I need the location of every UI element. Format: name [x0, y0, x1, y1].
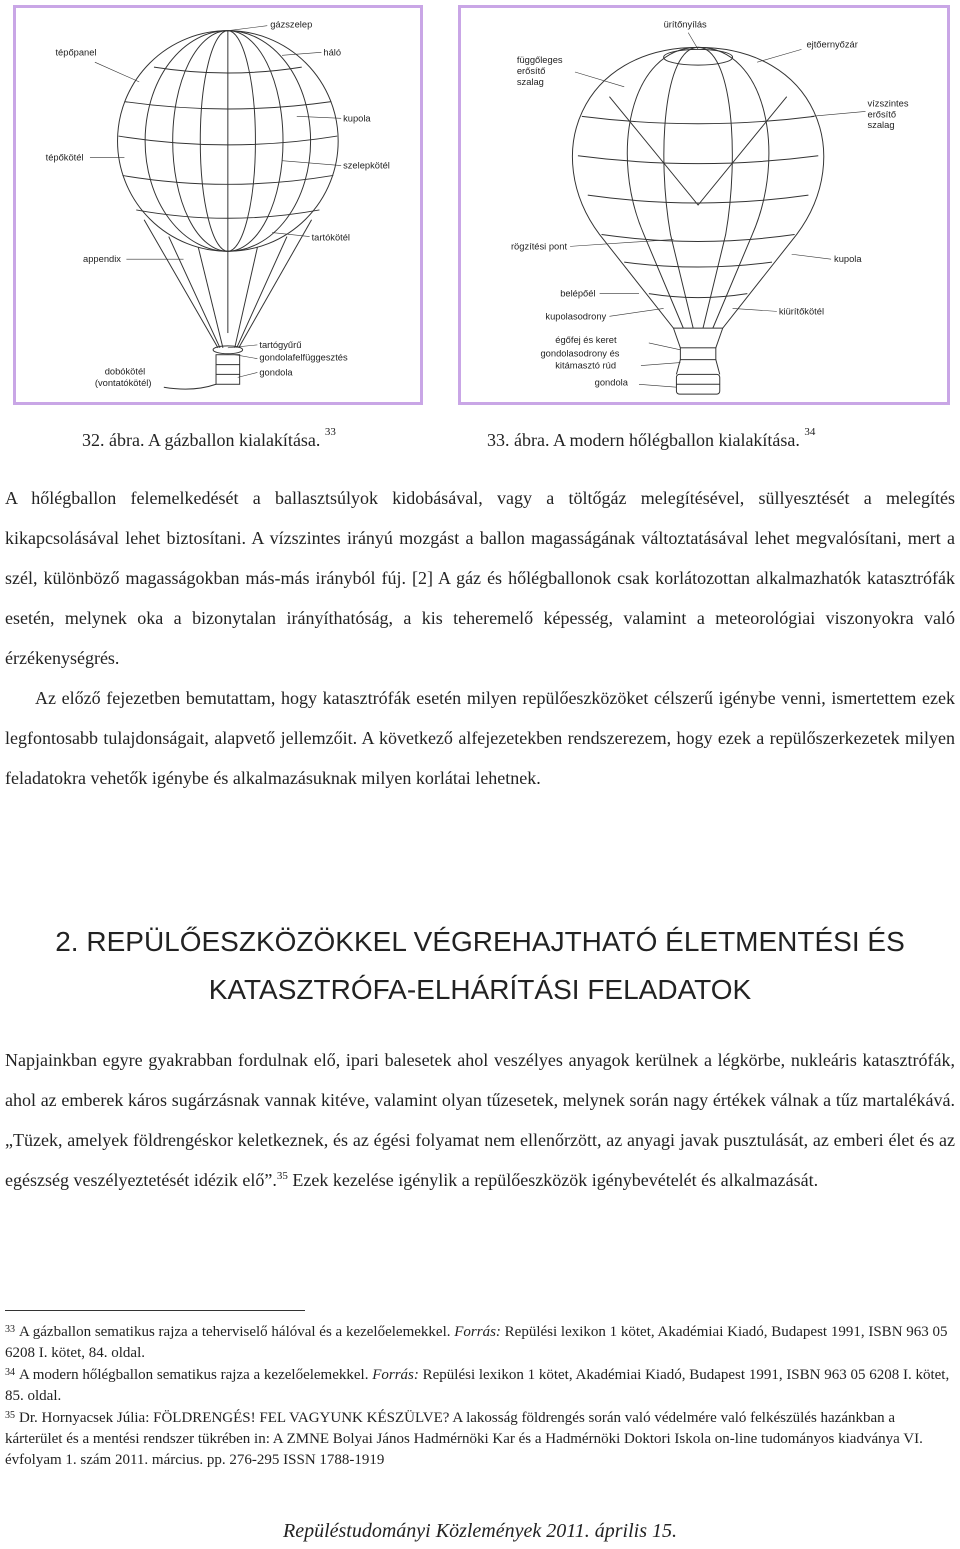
label-tartokotel: tartókötél	[311, 232, 351, 243]
label-gondola: gondola	[259, 367, 293, 378]
label-kupola-2: kupola	[834, 254, 862, 265]
section-heading	[0, 918, 960, 1014]
label-vizszintes-3: szalag	[867, 120, 895, 131]
label-ejtoernyozar: ejtőernyőzár	[806, 39, 858, 50]
label-gazszelep: gázszelep	[270, 19, 313, 30]
gas-balloon-drawing	[16, 8, 420, 402]
page-footer: Repüléstudományi Közlemények 2011. április 15.	[282, 1520, 677, 1542]
footnote-33-text: A gázballon sematikus rajza a teherviselő hálóval és a kezelőelemekkel.	[19, 1324, 455, 1340]
label-halo: háló	[323, 47, 342, 58]
label-kupolasodrony: kupolasodrony	[545, 311, 607, 322]
paragraph-disasters-text: Napjainkban egyre gyakrabban fordulnak elő, ipari balesetek ahol veszélyes anyagok kerülnek a légkörbe, nukleáris katasztrófák, ahol az emberek káros sugárzásnak vannak kitéve, valamint olyan tűzesetek, melynek során nagy értékek válnak a tűz martalékává. „Tüzek, amelyek földrengéskor keletkeznek, és az égési folyamat nem ellenőrzött, az anyagi javak pusztulását, az emberi élet és az egészség veszélyeztetését idézik elő”.	[5, 1050, 955, 1190]
paragraph-chapter-summary: Az előző fejezetben bemutattam, hogy katasztrófák esetén milyen repülőeszközöket célszerű igénybe venni, ismertettem ezek legfontosabb tulajdonságait, alapvető jellemzőit. A következő alfejezetekben rendszerezem, hogy ezek a repülőszerkezetek milyen feladatokra vehetők igénybe és alkalmazásuknak milyen korlátai lehetnek.	[5, 688, 955, 788]
footnote-33-number: 33	[5, 1324, 15, 1335]
footnote-35-text: Dr. Hornyacsek Júlia: FÖLDRENGÉS! FEL VAGYUNK KÉSZÜLVE? A lakosság földrengés során való védelmére való felkészülés hazánkban a kárterület és a mentési rendszer tükrében in: A ZMNE Bolyai János Hadmérnöki Kar és a Hadmérnöki Doktori Iskola on-line tudományos kiadványa VI. évfolyam 1. szám 2011. március. pp. 276-295 ISSN 1788-1919	[5, 1410, 923, 1468]
label-vizszintes-2: erősítő	[867, 109, 897, 120]
label-kiuritokotel: kiürítőkötél	[778, 306, 825, 317]
label-uritonyilas: ürítőnyílás	[663, 19, 707, 30]
footnote-34-text: A modern hőlégballon sematikus rajza a kezelőelemekkel.	[19, 1367, 373, 1383]
label-kupola: kupola	[343, 113, 371, 124]
label-rogzitesi-pont: rögzítési pont	[510, 241, 568, 252]
footnote-34-number: 34	[5, 1367, 15, 1378]
label-gondola-2: gondola	[594, 377, 628, 388]
label-tartogyuru: tartógyűrű	[259, 339, 302, 350]
figure-gas-balloon	[13, 5, 423, 405]
figure-33-caption-text: 33. ábra. A modern hőlégballon kialakítása.	[487, 430, 800, 450]
label-dobokotel: dobókötél	[104, 366, 146, 377]
label-gondolasodrony: gondolasodrony és	[540, 348, 620, 359]
label-vontatokotel: (vontatókötél)	[94, 378, 152, 389]
footnote-ref-34[interactable]: 34	[804, 426, 816, 438]
hot-air-balloon-drawing	[461, 8, 947, 402]
section-heading-line-2: KATASZTRÓFA-ELHÁRÍTÁSI FELADATOK	[208, 974, 752, 1005]
paragraph-balloon-control: A hőlégballon felemelkedését a ballasztsúlyok kidobásával, vagy a töltőgáz melegítésével, süllyesztését a melegítés kikapcsolásával lehet biztosítani. A vízszintes irányú mozgást a ballon magasságának változtatásával lehet megvalósítani, mert a szél, különböző magasságokban más-más irányból fúj. [2] A gáz és hőlégballonok csak korlátozottan alkalmazhatók katasztrófák esetén, melynek oka a bizonytalan irányíthatóság, a kis teheremelő képesség, valamint a meteorológiai viszonyokra való érzékenységrés.	[5, 488, 955, 668]
label-gondolafelfuggesztes: gondolafelfüggesztés	[259, 352, 348, 363]
figure-32-caption	[82, 426, 336, 451]
footnote-divider	[5, 1310, 305, 1311]
footnote-34-source: Repülési lexikon 1 kötet, Akadémiai Kiadó, Budapest 1991, ISBN 963 05 6208 I. kötet, 85. oldal.	[5, 1367, 950, 1404]
label-szelepkotel: szelepkötél	[343, 160, 390, 171]
paragraph-disasters	[5, 1040, 955, 1200]
footnote-33-source-label: Forrás:	[454, 1324, 501, 1340]
paragraph-disasters-end: Ezek kezelése igénylik a repülőeszközök igénybevételét és alkalmazását.	[287, 1170, 819, 1190]
footnote-34-source-label: Forrás:	[372, 1367, 419, 1383]
footnote-ref-33[interactable]: 33	[324, 426, 336, 438]
label-fuggoleges-2: erősítő	[516, 65, 546, 76]
figure-hot-air-balloon	[458, 5, 950, 405]
footnote-ref-35[interactable]: 35	[276, 1170, 288, 1182]
footnote-35	[5, 1408, 950, 1471]
figure-32-caption-text: 32. ábra. A gázballon kialakítása.	[82, 430, 321, 450]
figure-33-caption	[487, 426, 816, 451]
footnote-33	[5, 1322, 950, 1364]
label-fuggoleges-1: függőleges	[516, 55, 563, 66]
footnote-35-number: 35	[5, 1410, 15, 1421]
footnote-33-source: Repülési lexikon 1 kötet, Akadémiai Kiadó, Budapest 1991, ISBN 963 05 6208 I. kötet, 84. oldal.	[5, 1324, 948, 1361]
label-tepokotel: tépőkötél	[45, 152, 84, 163]
label-fuggoleges-3: szalag	[516, 76, 544, 87]
footnote-34	[5, 1365, 950, 1407]
section-heading-line-1: 2. REPÜLŐESZKÖZÖKKEL VÉGREHAJTHATÓ ÉLETMENTÉSI ÉS	[55, 926, 905, 957]
label-vizszintes-1: vízszintes	[867, 98, 909, 109]
body-text-section-1	[5, 478, 955, 798]
label-egofej: égőfej és keret	[555, 334, 617, 345]
label-appendix: appendix	[83, 254, 121, 265]
body-text-section-2	[5, 1040, 955, 1200]
label-belepoel: belépőél	[560, 288, 596, 299]
label-tepopanel: tépőpanel	[55, 47, 97, 58]
label-kitamaszto-rud: kitámasztó rúd	[555, 360, 617, 371]
